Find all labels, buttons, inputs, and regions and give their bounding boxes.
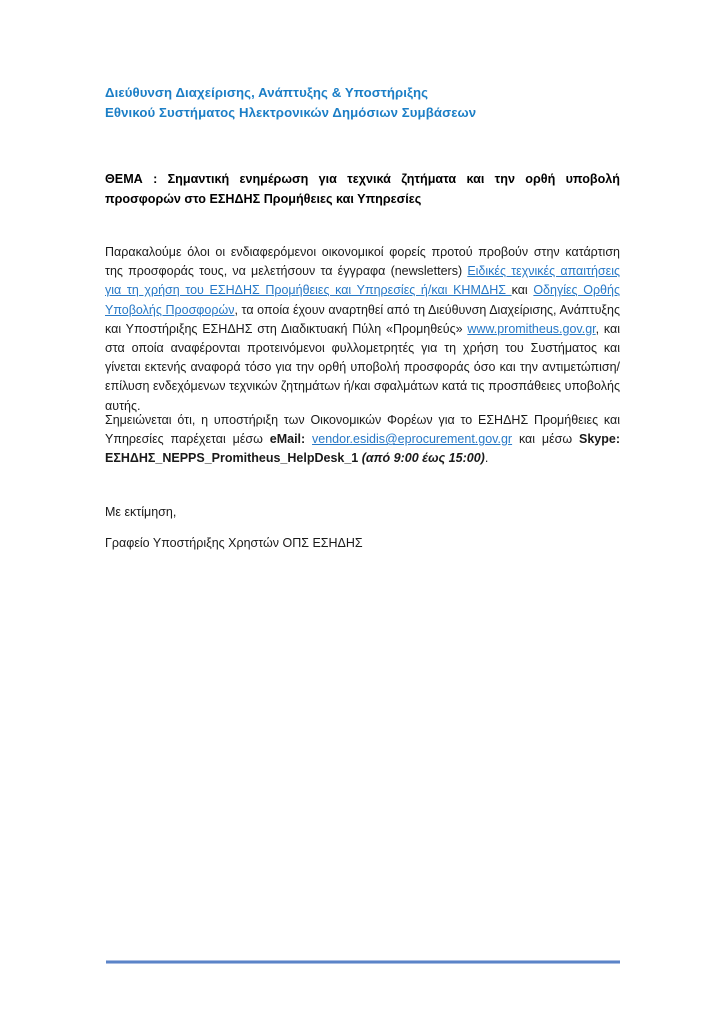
support-hours: (από 9:00 έως 15:00) xyxy=(361,451,485,466)
letter-header xyxy=(105,83,620,123)
link-promitheus-portal[interactable]: www.promitheus.gov.gr xyxy=(467,321,596,336)
text-run: και xyxy=(511,283,534,298)
link-technical-requirements[interactable]: Ειδικές τεχνικές απαιτήσεις για τη χρήση του ΕΣΗΔΗΣ Προμήθειες και Υπηρεσίες ή/και ΚΗΜΔΗΣ xyxy=(105,264,620,298)
header-directorate-line: Διεύθυνση Διαχείρισης, Ανάπτυξης & Υποστήριξης xyxy=(105,85,429,100)
closing-salutation: Με εκτίμηση, xyxy=(105,505,177,519)
email-label: eMail: xyxy=(269,432,313,447)
text-run: και μέσω xyxy=(512,432,579,447)
intro-paragraph xyxy=(105,243,620,416)
support-paragraph xyxy=(105,411,620,469)
text-run: Παρακαλούμε όλοι οι ενδιαφερόμενοι οικονομικοί φορείς προτού προβούν στην κατάρτιση της προσφοράς τους, να μελετήσουν τα έγγραφα (newsletters) xyxy=(105,245,620,279)
link-support-email[interactable]: vendor.esidis@eprocurement.gov.gr xyxy=(312,432,513,447)
text-run: . xyxy=(484,451,489,466)
header-system-line: Εθνικού Συστήματος Ηλεκτρονικών Δημόσιων Συμβάσεων xyxy=(105,105,477,120)
subject-line: ΘΕΜΑ : Σημαντική ενημέρωση για τεχνικά ζητήματα και την ορθή υποβολή προσφορών στο ΕΣΗΔΗΣ Προμήθειες και Υπηρεσίες xyxy=(105,172,620,206)
link-correct-submission-guidelines[interactable]: Οδηγίες Ορθής Υποβολής Προσφορών xyxy=(105,283,620,317)
skype-label: Skype: ΕΣΗΔΗΣ_NEPPS_Promitheus_HelpDesk_1 xyxy=(105,432,620,466)
closing-signature: Γραφείο Υποστήριξης Χρηστών ΟΠΣ ΕΣΗΔΗΣ xyxy=(105,536,363,550)
footer-separator-line xyxy=(106,961,620,963)
text-run: , τα οποία έχουν αναρτηθεί από τη Διεύθυνση Διαχείρισης, Ανάπτυξης και Υποστήριξης ΕΣΗΔΗΣ στη Διαδικτυακή Πύλη «Προμηθεύς» xyxy=(105,302,621,336)
text-run: Σημειώνεται ότι, η υποστήριξη των Οικονομικών Φορέων για το ΕΣΗΔΗΣ Προμήθειες και Υπηρεσίες παρέχεται μέσω xyxy=(105,413,620,447)
text-run: , και στα οποία αναφέρονται προτεινόμενοι φυλλομετρητές για τη χρήση του Συστήματος και γίνεται εκτενής αναφορά τόσο για την ορθή υποβολή προσφοράς όσο και την αντιμετώπιση/επίλυση ενδεχόμενων τεχνικών ζητημάτων ή/και σφαλμάτων κατά τις προσπάθειες υποβολής αυτής. xyxy=(105,321,620,413)
